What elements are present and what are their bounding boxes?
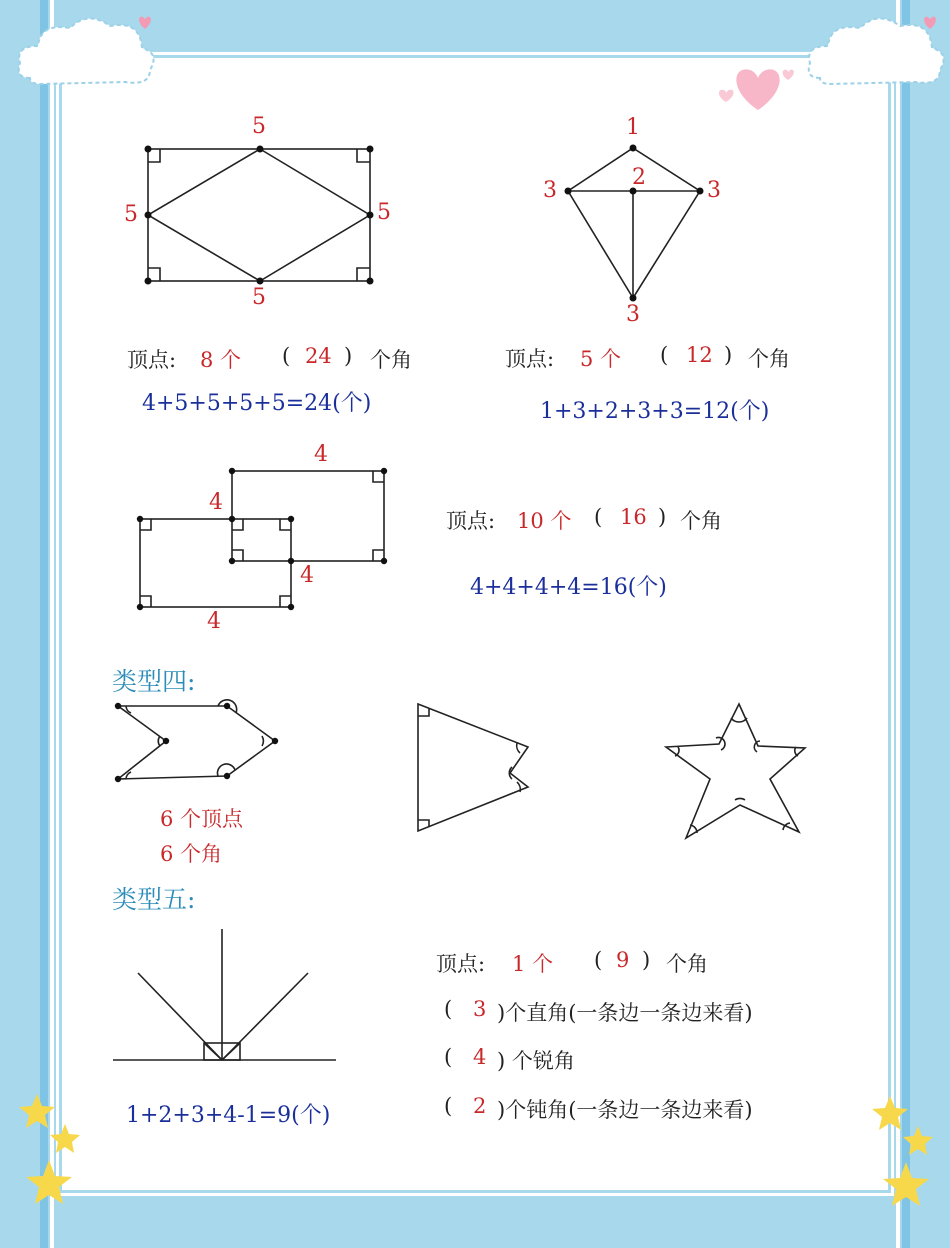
sec2-rparen: ) <box>658 505 667 529</box>
sec2-vertex-prefix: 顶点: <box>446 509 496 533</box>
fig-a-formula: 4+5+5+5+5=24(个) <box>142 391 372 416</box>
type4-heading: 类型四: <box>112 667 196 696</box>
label-right: 5 <box>377 200 391 225</box>
type4-caption-vertices: 6 个顶点 <box>160 807 244 831</box>
right-angle-lparen: ( <box>444 997 453 1021</box>
fig-a-angle-word: 个角 <box>370 348 412 372</box>
right-angle-count: 3 <box>473 997 487 1021</box>
type5-formula: 1+2+3+4-1=9(个) <box>126 1103 331 1128</box>
kite-label-bottom: 3 <box>626 302 640 327</box>
fig-a-vertex-count: 8 个 <box>200 348 242 372</box>
sec2-vertex-count: 10 个 <box>517 509 572 533</box>
rects-label-left: 4 <box>209 490 223 515</box>
fig-a-lparen: ( <box>282 344 291 368</box>
fig-a-rparen: ) <box>344 344 353 368</box>
type5-heading: 类型五: <box>112 885 196 914</box>
type5-lparen: ( <box>594 948 603 972</box>
fig-a-vertex-prefix: 顶点: <box>127 348 177 372</box>
sec2-angle-word: 个角 <box>680 509 722 533</box>
fig-b-vertex-prefix: 顶点: <box>505 347 555 371</box>
fig-b-vertex-count: 5 个 <box>580 347 622 371</box>
type5-rparen: ) <box>642 948 651 972</box>
label-bottom: 5 <box>252 285 266 310</box>
obtuse-angle-count: 2 <box>473 1094 487 1118</box>
sec2-angle-count: 16 <box>620 505 647 529</box>
type4-caption-angles: 6 个角 <box>160 842 223 866</box>
acute-angle-count: 4 <box>473 1045 487 1069</box>
fig-b-lparen: ( <box>660 343 669 367</box>
fig-a-angle-count: 24 <box>305 344 332 368</box>
kite-label-center: 2 <box>632 165 646 190</box>
kite-label-left: 3 <box>543 178 557 203</box>
rects-label-bottom: 4 <box>207 609 221 634</box>
fig-b-angle-count: 12 <box>686 343 713 367</box>
right-angle-text: )个直角(一条边一条边来看) <box>497 1001 753 1025</box>
kite-label-right: 3 <box>707 178 721 203</box>
acute-angle-text: ) 个锐角 <box>497 1049 575 1073</box>
fig-b-rparen: ) <box>724 343 733 367</box>
type5-angle-count: 9 <box>616 948 630 972</box>
rects-label-right: 4 <box>300 563 314 588</box>
label-top: 5 <box>252 114 266 139</box>
obtuse-angle-text: )个钝角(一条边一条边来看) <box>497 1098 753 1122</box>
type5-vertex-prefix: 顶点: <box>436 952 486 976</box>
kite-label-top: 1 <box>626 115 640 140</box>
type5-vertex-count: 1 个 <box>512 952 554 976</box>
sec2-formula: 4+4+4+4=16(个) <box>470 575 667 600</box>
acute-angle-lparen: ( <box>444 1045 453 1069</box>
fig-b-angle-word: 个角 <box>748 347 790 371</box>
obtuse-angle-lparen: ( <box>444 1094 453 1118</box>
rects-label-top: 4 <box>314 442 328 467</box>
sec2-lparen: ( <box>594 505 603 529</box>
fig-b-formula: 1+3+2+3+3=12(个) <box>540 399 770 424</box>
label-left: 5 <box>124 202 138 227</box>
type5-angle-word: 个角 <box>666 952 708 976</box>
